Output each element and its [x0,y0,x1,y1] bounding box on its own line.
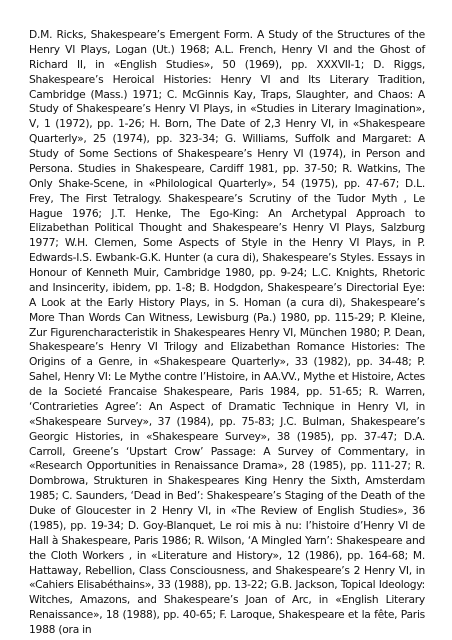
page [29,28,425,636]
bibliography-paragraph: D.M. Ricks, Shakespeare’s Emergent Form. A Study of the Structures of the Henry VI Plays, Logan (Ut.) 1968; A.L. French, Henry VI and the Ghost of Richard II, in «English Studies», 50 (1969), pp. XXXVII-1; D. Riggs, Shakespeare’s Heroical Histories: Henry VI and Its Literary Tradition, Cambridge (Mass.) 1971; C. McGinnis Kay, Traps, Slaughter, and Chaos: A Study of Shakespeare’s Henry VI Plays, in «Studies in Literary Imagination», V, 1 (1972), pp. 1-26; H. Born, The Date of 2,3 Henry VI, in «Shakespeare Quarterly», 25 (1974), pp. 323-34; G. Williams, Suffolk and Margaret: A Study of Some Sections of Shakespeare’s Henry VI (1974), in Person and Persona. Studies in Shakespeare, Cardiff 1981, pp. 37-50; R. Watkins, The Only Shake-Scene, in «Philological Quarterly», 54 (1975), pp. 47-67; D.L. Frey, The First Tetralogy. Shakespeare’s Scrutiny of the Tudor Myth , Le Hague 1976; J.T. Henke, The Ego-King: An Archetypal Approach to Elizabethan Political Thought and Shakespeare’s Henry VI Plays, Salzburg 1977; W.H. Clemen, Some Aspects of Style in the Henry VI Plays, in P. Edwards-I.S. Ewbank-G.K. Hunter (a cura di), Shakespeare’s Styles. Essays in Honour of Kenneth Muir, Cambridge 1980, pp. 9-24; L.C. Knights, Rhetoric and Insincerity, ibidem, pp. 1-8; B. Hodgdon, Shakespeare’s Directorial Eye: A Look at the Early History Plays, in S. Homan (a cura di), Shakespeare’s More Than Words Can Witness, Lewisburg (Pa.) 1980, pp. 115-29; P. Kleine, Zur Figurencharacteristik in Shakespeares Henry VI, München 1980; P. Dean, Shakespeare’s Henry VI Trilogy and Elizabethan Romance Histories: The Origins of a Genre, in «Shakespeare Quarterly», 33 (1982), pp. 34-48; P. Sahel, Henry VI: Le Mythe contre l’Histoire, in AA.VV., Mythe et Histoire, Actes de la Societé Francaise Shakespeare, Paris 1984, pp. 51-65; R. Warren, ‘Contrarieties Agree’: An Aspect of Dramatic Technique in Henry VI, in «Shakespeare Survey», 37 (1984), pp. 75-83; J.C. Bulman, Shakespeare’s Georgic Histories, in «Shakespeare Survey», 38 (1985), pp. 37-47; D.A. Carroll, Greene’s ‘Upstart Crow’ Passage: A Survey of Commentary, in «Research Opportunities in Renaissance Drama», 28 (1985), pp. 111-27; R. Dombrowa, Strukturen in Shakespeares King Henry the Sixth, Amsterdam 1985; C. Saunders, ‘Dead in Bed’: Shakespeare’s Staging of the Death of the Duke of Gloucester in 2 Henry VI, in «The Review of English Studies», 36 (1985), pp. 19-34; D. Goy-Blanquet, Le roi mis à nu: l’histoire d’Henry VI de Hall à Shakespeare, Paris 1986; R. Wilson, ‘A Mingled Yarn’: Shakespeare and the Cloth Workers , in «Literature and History», 12 (1986), pp. 164-68; M. Hattaway, Rebellion, Class Consciousness, and Shakespeare’s 2 Henry VI, in «Cahiers Elisabéthains», 33 (1988), pp. 13-22; G.B. Jackson, Topical Ideology: Witches, Amazons, and Shakespeare’s Joan of Arc, in «English Literary Renaissance», 18 (1988), pp. 40-65; F. Laroque, Shakespeare et la fête, Paris 1988 (ora in [29,28,425,636]
